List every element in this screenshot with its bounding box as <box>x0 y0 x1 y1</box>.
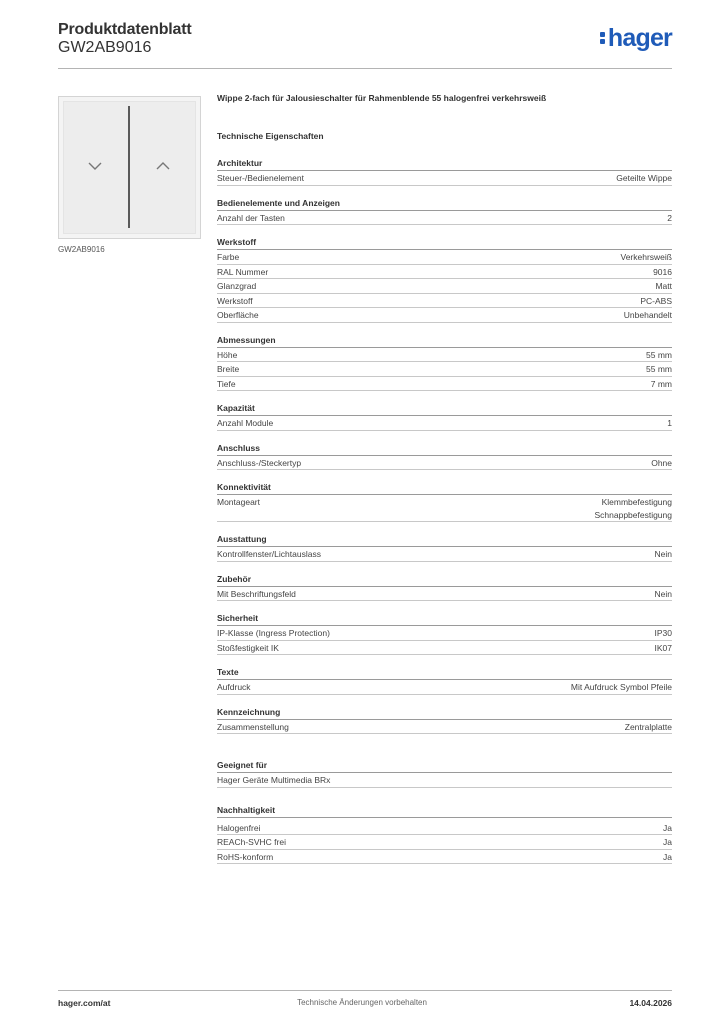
spec-key: Anzahl Module <box>217 418 274 428</box>
spec-row <box>217 348 672 363</box>
spec-value: Ja <box>663 837 672 847</box>
spec-key: Werkstoff <box>217 295 253 306</box>
spec-value: 9016 <box>653 266 672 277</box>
spec-section <box>217 533 672 562</box>
section-title: Kennzeichnung <box>217 706 672 720</box>
spec-row <box>217 265 672 280</box>
spec-key: Zusammenstellung <box>217 721 289 732</box>
chevron-up-icon <box>155 161 171 171</box>
spec-value: Zentralplatte <box>624 721 672 732</box>
spec-key: Hager Geräte Multimedia BRx <box>217 775 331 785</box>
spec-key: Höhe <box>217 349 238 360</box>
tech-heading: Technische Eigenschaften <box>217 131 324 141</box>
spec-row <box>217 377 672 392</box>
spec-section <box>217 157 672 186</box>
spec-section <box>217 402 672 431</box>
spec-key: Farbe <box>217 252 240 262</box>
section-suitable <box>217 759 672 788</box>
spec-row <box>217 626 672 641</box>
section-title: Kapazität <box>217 402 672 416</box>
spec-section <box>217 334 672 392</box>
spec-row <box>217 211 672 226</box>
spec-row <box>217 835 672 850</box>
section-title: Konnektivität <box>217 481 672 495</box>
spec-section <box>217 236 672 323</box>
spec-key: Kontrollfenster/Lichtauslass <box>217 549 321 559</box>
header-divider <box>58 68 672 69</box>
spec-row <box>217 294 672 309</box>
spec-row <box>217 773 672 788</box>
spec-value: IP30 <box>654 628 672 638</box>
logo-dots-icon <box>600 26 605 46</box>
logo-text: hager <box>607 24 672 52</box>
spec-key: Oberfläche <box>217 310 259 320</box>
spec-value: 55 mm <box>646 349 672 360</box>
spec-value: Klemmbefestigung Schnappbefestigung <box>594 497 672 520</box>
spec-sections <box>217 157 672 734</box>
spec-row <box>217 821 672 836</box>
rocker-split-line <box>128 106 130 228</box>
section-title: Geeignet für <box>217 759 672 773</box>
spec-section <box>217 442 672 471</box>
spec-value: Ohne <box>651 457 672 468</box>
spec-key: Montageart <box>217 497 260 507</box>
spec-key: Mit Beschriftungsfeld <box>217 588 296 599</box>
section-title: Ausstattung <box>217 533 672 547</box>
spec-value: Ja <box>663 822 672 833</box>
spec-row <box>217 680 672 695</box>
section-title: Nachhaltigkeit <box>217 804 672 818</box>
spec-row <box>217 587 672 602</box>
spec-value: Geteilte Wippe <box>616 173 672 183</box>
section-title: Sicherheit <box>217 612 672 626</box>
spec-key: Stoßfestigkeit IK <box>217 642 279 653</box>
section-sustainability <box>217 804 672 865</box>
spec-section <box>217 666 672 695</box>
spec-row <box>217 495 672 522</box>
product-image <box>58 96 201 239</box>
spec-key: Glanzgrad <box>217 281 257 291</box>
spec-key: RoHS-konform <box>217 851 274 862</box>
footer-website: hager.com/at <box>58 998 111 1008</box>
footer-date: 14.04.2026 <box>629 998 672 1008</box>
spec-value: Matt <box>655 281 672 291</box>
spec-value: PC-ABS <box>640 295 672 306</box>
image-caption: GW2AB9016 <box>58 245 105 254</box>
spec-key: RAL Nummer <box>217 266 269 277</box>
section-title: Architektur <box>217 157 672 171</box>
spec-row <box>217 547 672 562</box>
spec-row <box>217 850 672 865</box>
spec-key: Breite <box>217 364 240 374</box>
spec-row <box>217 641 672 656</box>
spec-key: Halogenfrei <box>217 822 261 833</box>
spec-value: 55 mm <box>646 364 672 374</box>
spec-value: 1 <box>667 418 672 428</box>
spec-section <box>217 481 672 522</box>
article-number: GW2AB9016 <box>58 39 152 56</box>
spec-key: Aufdruck <box>217 682 251 692</box>
spec-section <box>217 706 672 735</box>
section-title: Anschluss <box>217 442 672 456</box>
spec-row <box>217 362 672 377</box>
spec-value: 2 <box>667 212 672 223</box>
section-title: Werkstoff <box>217 236 672 250</box>
spec-row <box>217 171 672 186</box>
spec-section <box>217 573 672 602</box>
section-title: Zubehör <box>217 573 672 587</box>
spec-value: Verkehrsweiß <box>620 252 672 262</box>
spec-row <box>217 720 672 735</box>
spec-value: Nein <box>654 588 672 599</box>
document-title: Produktdatenblatt <box>58 21 192 38</box>
spec-section <box>217 197 672 226</box>
spec-row <box>217 416 672 431</box>
footer-note: Technische Änderungen vorbehalten <box>297 998 427 1007</box>
hager-logo <box>600 26 672 51</box>
footer-divider <box>58 990 672 991</box>
spec-key: REACh-SVHC frei <box>217 837 286 847</box>
spec-value: 7 mm <box>650 378 672 389</box>
spec-section <box>217 612 672 655</box>
spec-value: IK07 <box>654 642 672 653</box>
spec-key: Anschluss-/Steckertyp <box>217 457 302 468</box>
spec-row <box>217 456 672 471</box>
spec-value: Unbehandelt <box>623 310 672 320</box>
product-description: Wippe 2-fach für Jalousieschalter für Rahmenblende 55 halogenfrei verkehrsweiß <box>217 93 547 103</box>
spec-row <box>217 250 672 265</box>
section-title: Texte <box>217 666 672 680</box>
spec-key: Steuer-/Bedienelement <box>217 173 304 183</box>
spec-value: Nein <box>654 549 672 559</box>
spec-content <box>217 92 672 875</box>
section-title: Bedienelemente und Anzeigen <box>217 197 672 211</box>
spec-key: Tiefe <box>217 378 236 389</box>
spec-key: Anzahl der Tasten <box>217 212 285 223</box>
spec-row <box>217 308 672 323</box>
spec-key: IP-Klasse (Ingress Protection) <box>217 628 330 638</box>
spec-value: Mit Aufdruck Symbol Pfeile <box>570 682 672 692</box>
section-title: Abmessungen <box>217 334 672 348</box>
spec-value: Ja <box>663 851 672 862</box>
chevron-down-icon <box>87 161 103 171</box>
spec-row <box>217 279 672 294</box>
